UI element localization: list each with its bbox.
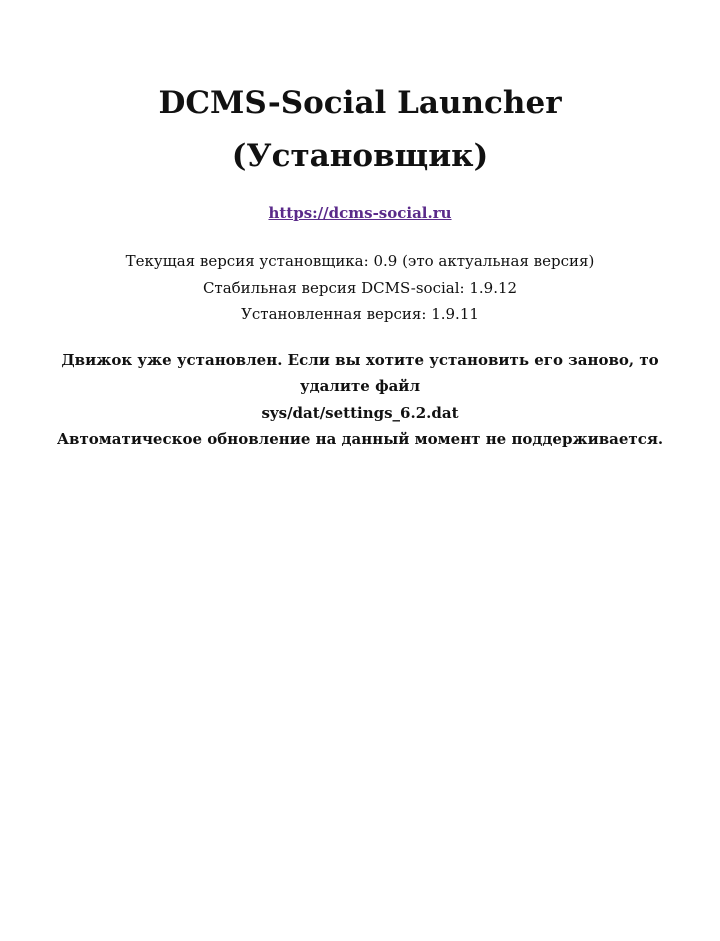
title-line-2: (Установщик) (231, 138, 489, 174)
version-info (0, 248, 720, 328)
notice-line-1: Движок уже установлен. Если вы хотите установить его заново, то удалите файл (61, 350, 659, 395)
already-installed-notice (0, 347, 720, 453)
installer-page (0, 0, 720, 453)
site-link-row (0, 203, 720, 223)
auto-update-notice: Автоматическое обновление на данный момент не поддерживается. (56, 430, 664, 448)
installed-version-text: Установленная версия: 1.9.11 (241, 305, 479, 323)
title-line-1: DCMS-Social Launcher (158, 85, 562, 121)
stable-version-text: Стабильная версия DCMS-social: 1.9.12 (202, 278, 518, 297)
site-link[interactable]: https://dcms-social.ru (268, 204, 452, 222)
installer-version-text: Текущая версия установщика: 0.9 (это актуальная версия) (125, 252, 595, 270)
page-title (0, 77, 720, 183)
settings-file-path: sys/dat/settings_6.2.dat (261, 403, 459, 422)
